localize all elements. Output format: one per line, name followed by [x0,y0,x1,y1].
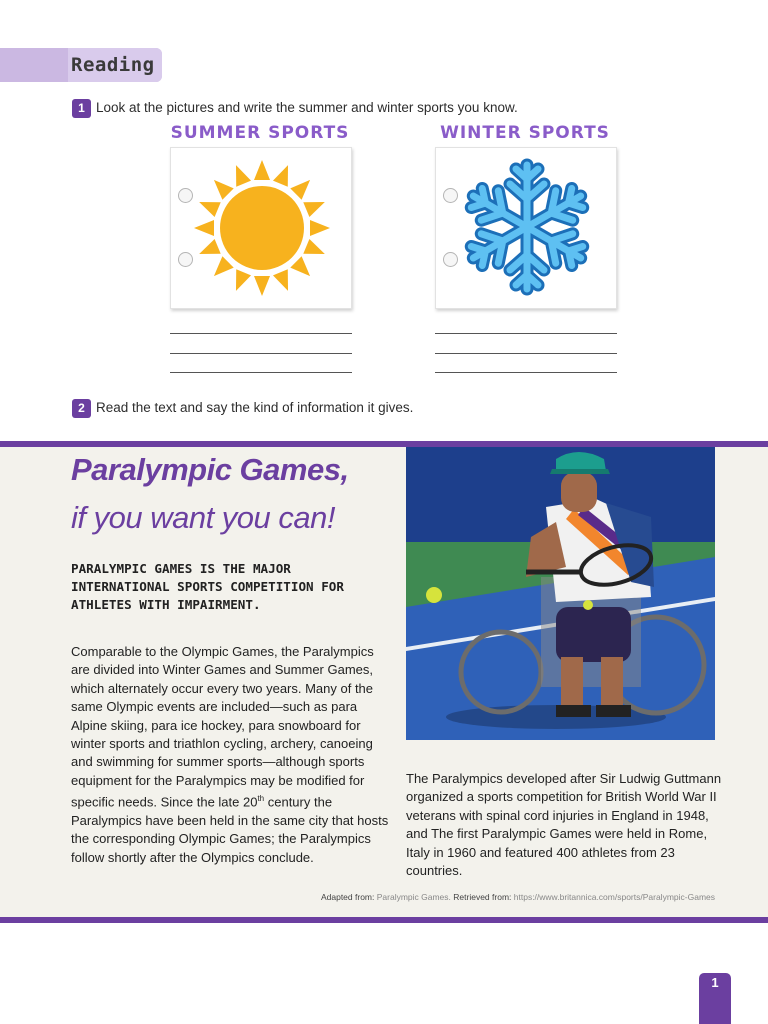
section-label: Reading [71,54,155,76]
page-number: 1 [699,973,731,1024]
exercise-1-instruction: Look at the pictures and write the summer and winter sports you know. [96,100,518,115]
adapted-label: Adapted from: [320,892,375,902]
winter-sports-title: WINTER SPORTS [440,123,610,143]
exercise-2-number: 2 [72,399,91,418]
adapted-value: Paralympic Games. [376,892,451,902]
winter-card [435,147,617,309]
summer-card [170,147,352,309]
answer-line[interactable] [435,353,617,354]
article-subtitle: if you want you can! [71,500,335,535]
retrieved-link[interactable]: https://www.britannica.com/sports/Paralympic-Games [513,892,715,902]
article-column-1: Comparable to the Olympic Games, the Paralympics are divided into Winter Games and Summer Games, which alternately occur every two years. Many of the same Olympic events are included—such as para Alpine skiing, para ice hockey, para snowboard for winter sports and triathlon cycling, archery, canoeing and swimming for summer sports—although sports equipment for the Paralympics may be modified for specific needs. Since the late 20th century the Paralympics have been held in the same city that hosts the corresponding Olympic Games; the Paralympics follow shortly after the Olympics conclude. [71,644,389,865]
answer-line[interactable] [170,353,352,354]
sun-icon [171,148,353,310]
answer-line[interactable] [170,372,352,373]
answer-line[interactable] [435,333,617,334]
exercise-2-instruction: Read the text and say the kind of information it gives. [96,400,414,415]
retrieved-label: Retrieved from: [453,892,512,902]
source-citation [289,892,715,902]
answer-line[interactable] [435,372,617,373]
summer-sports-title: SUMMER SPORTS [170,123,350,143]
article-title: Paralympic Games, [71,452,349,487]
snowflake-icon [436,148,618,310]
article-column-2: The Paralympics developed after Sir Ludwig Guttmann organized a sports competition for British World War II veterans with spinal cord injuries in England in 1948, and The first Paralympic Games were held in Rome, Italy in 1960 and featured 400 athletes from 23 countries. [406,771,722,879]
wheelchair-tennis-photo [406,447,715,740]
answer-line[interactable] [170,333,352,334]
article-lead: PARALYMPIC GAMES IS THE MAJOR INTERNATIONAL SPORTS COMPETITION FOR ATHLETES WITH IMPAIRMENT. [71,561,344,612]
exercise-1-number: 1 [72,99,91,118]
